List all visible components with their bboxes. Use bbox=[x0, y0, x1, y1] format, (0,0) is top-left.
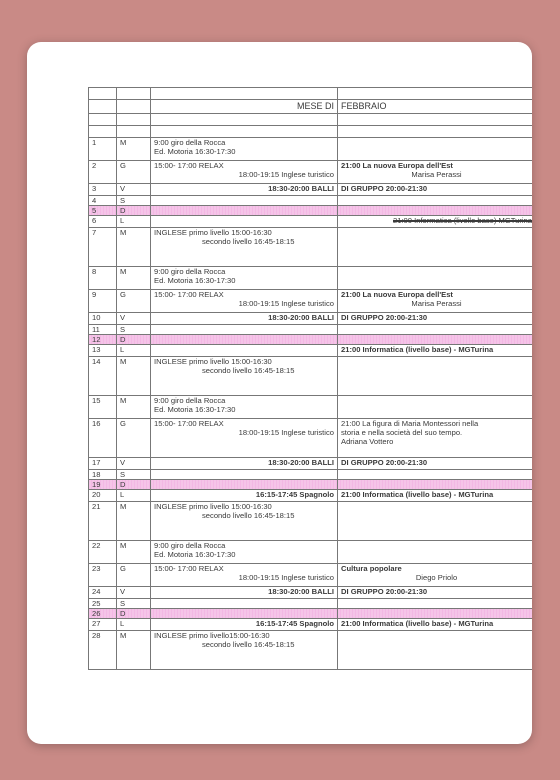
weekday: V bbox=[117, 313, 151, 325]
weekday: G bbox=[117, 419, 151, 458]
evening-activities: 21:00 La nuova Europa dell'Est Marisa Perassi bbox=[338, 161, 533, 184]
morning-activities: INGLESE primo livello 15:00-16:30 secondo livello 16:45-18:15 bbox=[151, 357, 338, 396]
morning-activities: 15:00- 17:00 RELAX 18:00-19:15 Inglese turistico bbox=[151, 419, 338, 458]
weekday: S bbox=[117, 599, 151, 609]
day-number: 16 bbox=[89, 419, 117, 458]
morning-activities: 18:30-20:00 BALLI bbox=[151, 458, 338, 470]
document-card bbox=[27, 42, 532, 744]
day-number: 6 bbox=[89, 216, 117, 228]
morning-activities: 18:30-20:00 BALLI bbox=[151, 587, 338, 599]
weekday: G bbox=[117, 564, 151, 587]
table-row bbox=[89, 114, 533, 126]
day-number: 7 bbox=[89, 228, 117, 267]
day-number: 25 bbox=[89, 599, 117, 609]
weekday: V bbox=[117, 458, 151, 470]
day-number: 9 bbox=[89, 290, 117, 313]
day-row bbox=[89, 196, 533, 206]
weekday: M bbox=[117, 138, 151, 161]
sunday-row bbox=[89, 480, 533, 490]
day-number: 23 bbox=[89, 564, 117, 587]
day-number: 15 bbox=[89, 396, 117, 419]
day-row bbox=[89, 564, 533, 587]
evening-activities: DI GRUPPO 20:00-21:30 bbox=[338, 313, 533, 325]
day-row bbox=[89, 228, 533, 267]
weekday: M bbox=[117, 396, 151, 419]
morning-activities: 16:15-17:45 Spagnolo bbox=[151, 619, 338, 631]
weekday: L bbox=[117, 345, 151, 357]
day-row bbox=[89, 619, 533, 631]
weekday: L bbox=[117, 490, 151, 502]
morning-activities: 9:00 giro della Rocca Ed. Motoria 16:30-17:30 bbox=[151, 267, 338, 290]
evening-activities bbox=[338, 138, 533, 161]
day-row bbox=[89, 290, 533, 313]
table-row bbox=[89, 126, 533, 138]
day-row bbox=[89, 216, 533, 228]
day-number: 24 bbox=[89, 587, 117, 599]
weekday: M bbox=[117, 502, 151, 541]
day-row bbox=[89, 587, 533, 599]
weekday: M bbox=[117, 267, 151, 290]
sunday-row bbox=[89, 335, 533, 345]
day-number: 1 bbox=[89, 138, 117, 161]
weekday: V bbox=[117, 184, 151, 196]
weekday: L bbox=[117, 216, 151, 228]
cancelled-activity: 21:00 Informatica (livello base) MGTurina bbox=[338, 216, 533, 228]
sunday-row bbox=[89, 609, 533, 619]
day-row bbox=[89, 502, 533, 541]
weekday: L bbox=[117, 619, 151, 631]
morning-activities: 15:00- 17:00 RELAX 18:00-19:15 Inglese turistico bbox=[151, 290, 338, 313]
day-row bbox=[89, 599, 533, 609]
day-row bbox=[89, 313, 533, 325]
month-label: MESE DI bbox=[151, 100, 338, 114]
day-row bbox=[89, 138, 533, 161]
morning-activities: 9:00 giro della Rocca Ed. Motoria 16:30-17:30 bbox=[151, 541, 338, 564]
day-number: 3 bbox=[89, 184, 117, 196]
weekday: D bbox=[117, 206, 151, 216]
day-number: 26 bbox=[89, 609, 117, 619]
day-number: 10 bbox=[89, 313, 117, 325]
morning-activities: 15:00- 17:00 RELAX 18:00-19:15 Inglese turistico bbox=[151, 564, 338, 587]
weekday: M bbox=[117, 228, 151, 267]
day-number: 2 bbox=[89, 161, 117, 184]
morning-activities: 18:30-20:00 BALLI bbox=[151, 313, 338, 325]
morning-activities: 9:00 giro della Rocca Ed. Motoria 16:30-17:30 bbox=[151, 138, 338, 161]
evening-activities: DI GRUPPO 20:00-21:30 bbox=[338, 587, 533, 599]
day-row bbox=[89, 396, 533, 419]
morning-activities: INGLESE primo livello 15:00-16:30 secondo livello 16:45-18:15 bbox=[151, 502, 338, 541]
calendar-table bbox=[88, 87, 532, 670]
morning-activities: 15:00- 17:00 RELAX 18:00-19:15 Inglese turistico bbox=[151, 161, 338, 184]
table-row bbox=[89, 88, 533, 100]
evening-activities: 21:00 Informatica (livello base) - MGTurina bbox=[338, 619, 533, 631]
weekday: M bbox=[117, 357, 151, 396]
evening-activities: DI GRUPPO 20:00-21:30 bbox=[338, 458, 533, 470]
day-row bbox=[89, 541, 533, 564]
day-row bbox=[89, 419, 533, 458]
morning-activities: INGLESE primo livello15:00-16:30 secondo livello 16:45-18:15 bbox=[151, 631, 338, 670]
morning-activities: 16:15-17:45 Spagnolo bbox=[151, 490, 338, 502]
day-row bbox=[89, 490, 533, 502]
day-number: 14 bbox=[89, 357, 117, 396]
weekday: G bbox=[117, 161, 151, 184]
day-row bbox=[89, 161, 533, 184]
day-row bbox=[89, 184, 533, 196]
day-number: 21 bbox=[89, 502, 117, 541]
day-row bbox=[89, 267, 533, 290]
weekday: S bbox=[117, 196, 151, 206]
weekday: M bbox=[117, 541, 151, 564]
evening-activities: 21:00 La nuova Europa dell'Est Marisa Perassi bbox=[338, 290, 533, 313]
day-row bbox=[89, 345, 533, 357]
weekday: S bbox=[117, 325, 151, 335]
day-row bbox=[89, 325, 533, 335]
month-name: FEBBRAIO bbox=[338, 100, 533, 114]
evening-activities: Cultura popolare Diego Priolo bbox=[338, 564, 533, 587]
weekday: M bbox=[117, 631, 151, 670]
day-number: 17 bbox=[89, 458, 117, 470]
header-row bbox=[89, 100, 533, 114]
evening-activities: 21:00 Informatica (livello base) - MGTurina bbox=[338, 490, 533, 502]
day-number: 8 bbox=[89, 267, 117, 290]
day-row bbox=[89, 458, 533, 470]
day-number: 27 bbox=[89, 619, 117, 631]
weekday: G bbox=[117, 290, 151, 313]
day-number: 11 bbox=[89, 325, 117, 335]
day-row bbox=[89, 470, 533, 480]
weekday: V bbox=[117, 587, 151, 599]
morning-activities: 9:00 giro della Rocca Ed. Motoria 16:30-17:30 bbox=[151, 396, 338, 419]
day-number: 4 bbox=[89, 196, 117, 206]
evening-activities: 21:00 La figura di Maria Montessori nella storia e nella società del suo tempo. Adriana Vottero bbox=[338, 419, 533, 458]
morning-activities: 18:30-20:00 BALLI bbox=[151, 184, 338, 196]
day-row bbox=[89, 631, 533, 670]
day-number: 13 bbox=[89, 345, 117, 357]
weekday: D bbox=[117, 609, 151, 619]
evening-activities: DI GRUPPO 20:00-21:30 bbox=[338, 184, 533, 196]
day-number: 19 bbox=[89, 480, 117, 490]
day-number: 20 bbox=[89, 490, 117, 502]
day-number: 18 bbox=[89, 470, 117, 480]
morning-activities: INGLESE primo livello 15:00-16:30 secondo livello 16:45-18:15 bbox=[151, 228, 338, 267]
weekday: S bbox=[117, 470, 151, 480]
evening-activities: 21:00 Informatica (livello base) - MGTurina bbox=[338, 345, 533, 357]
sunday-row bbox=[89, 206, 533, 216]
weekday: D bbox=[117, 335, 151, 345]
day-number: 12 bbox=[89, 335, 117, 345]
day-number: 22 bbox=[89, 541, 117, 564]
day-number: 5 bbox=[89, 206, 117, 216]
day-number: 28 bbox=[89, 631, 117, 670]
day-row bbox=[89, 357, 533, 396]
weekday: D bbox=[117, 480, 151, 490]
